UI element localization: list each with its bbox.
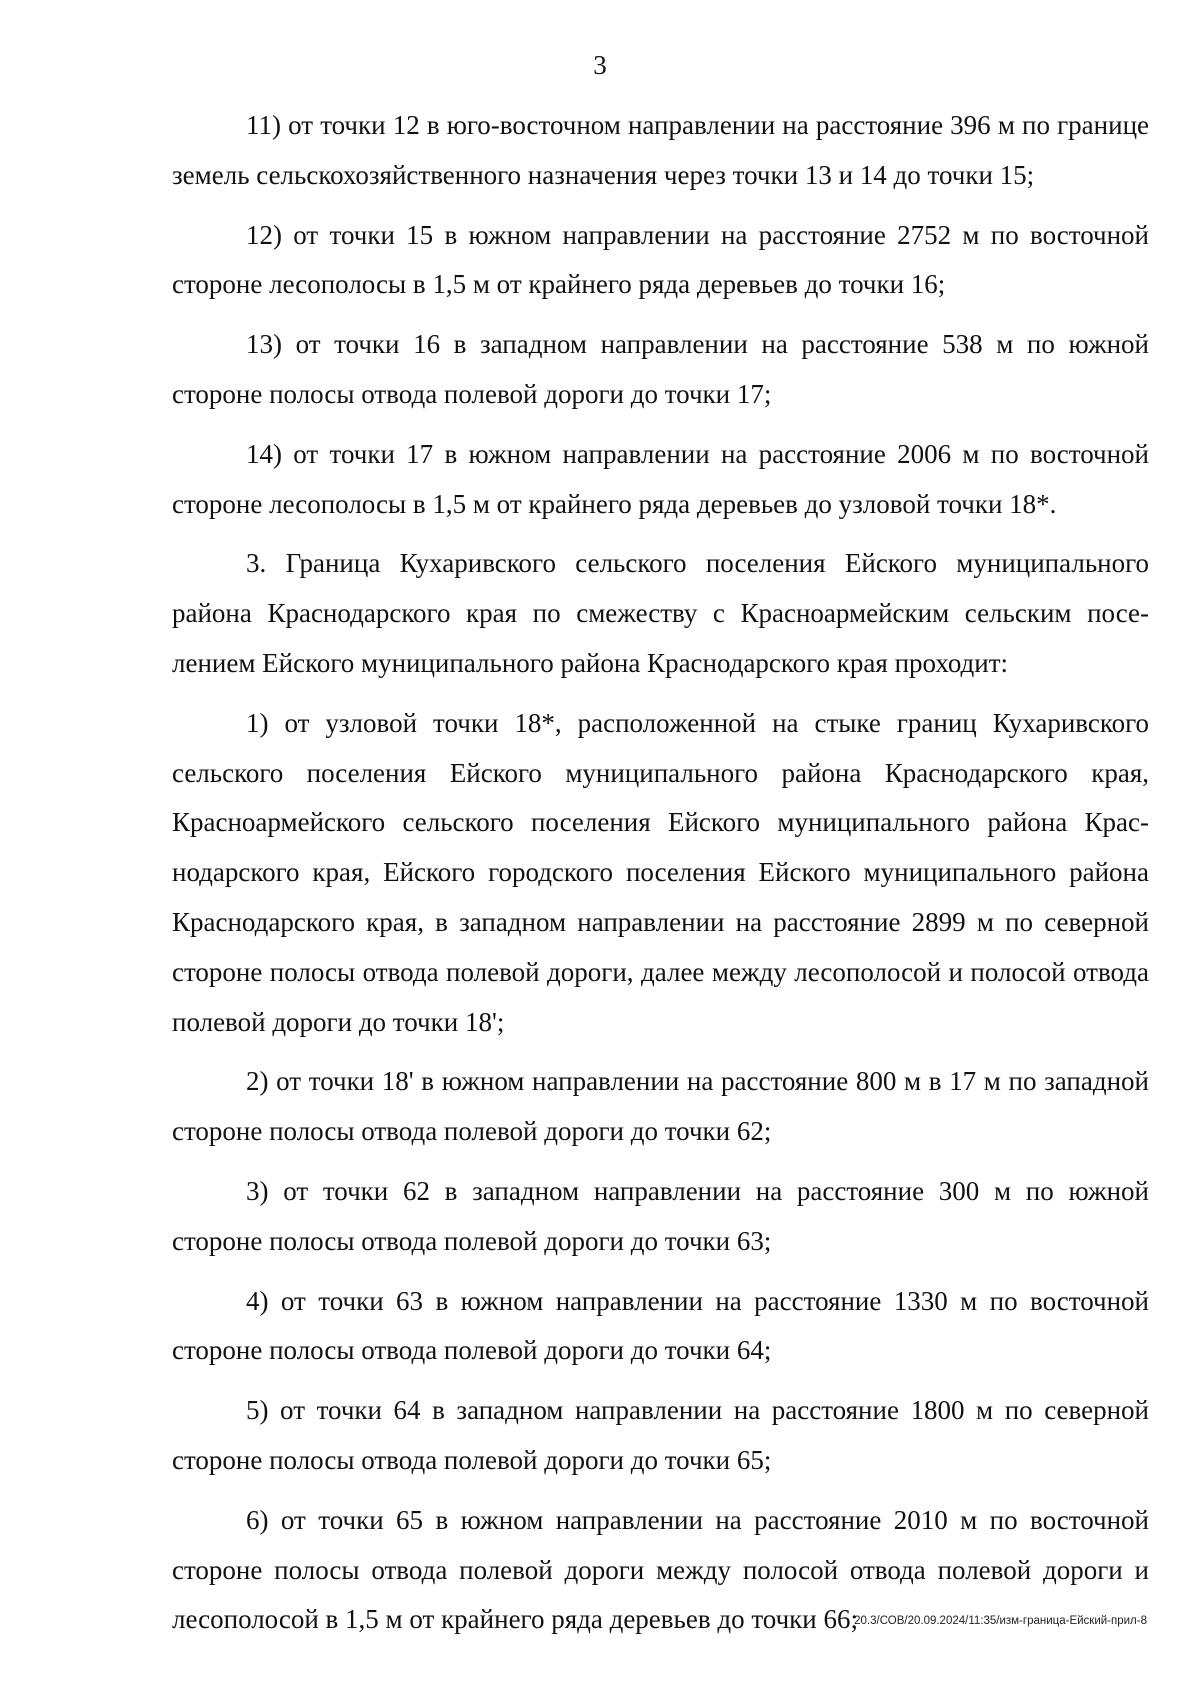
paragraph-item-5: 5) от точки 64 в западном направлении на расстояние 1800 м по северной стороне полосы отвода полевой дороги до точки 65; bbox=[172, 1395, 1149, 1475]
paragraph-item-4: 4) от точки 63 в южном направлении на расстояние 1330 м по восточной стороне полосы отвода полевой дороги до точки 64; bbox=[172, 1285, 1149, 1366]
paragraph-item-3: 3) от точки 62 в западном направлении на расстояние 300 м по южной стороне полосы отвода полевой дороги до точки 63; bbox=[172, 1175, 1149, 1256]
paragraph-item-11: 11) от точки 12 в юго-восточном направлении на расстояние 396 м по границе земель сельскохозяйственного назначения через точки 13 и 14 до точки 15; bbox=[172, 110, 1149, 190]
document-body bbox=[172, 101, 1149, 1655]
document-footer-reference: 20.3/СОВ/20.09.2024/11:35/изм-граница-Ейский-прил-8 bbox=[854, 1615, 1147, 1627]
page-number: 3 bbox=[593, 50, 607, 80]
paragraph-item-12: 12) от точки 15 в южном направлении на расстояние 2752 м по восточной стороне лесополосы в 1,5 м от крайнего ряда деревьев до точки 16; bbox=[172, 219, 1149, 300]
paragraph-item-2: 2) от точки 18' в южном направлении на расстояние 800 м в 17 м по западной стороне полосы отвода полевой дороги до точки 62; bbox=[172, 1066, 1149, 1147]
section-3-heading-paragraph: 3. Граница Кухаривского сельского поселения Ейского муниципального района Краснодарского края по смежеству с Красноармейским сельским поселением Ейского муниципального района Краснодарского края проходит: bbox=[172, 548, 1149, 678]
paragraph-item-6: 6) от точки 65 в южном направлении на расстояние 2010 м по восточной стороне полосы отвода полевой дороги между полосой отвода полевой дороги и лесополосой в 1,5 м от крайнего ряда деревьев до точки 66; bbox=[172, 1504, 1149, 1635]
paragraph-item-13: 13) от точки 16 в западном направлении на расстояние 538 м по южной стороне полосы отвода полевой дороги до точки 17; bbox=[172, 329, 1149, 409]
paragraph-item-1: 1) от узловой точки 18*, расположенной на стыке границ Кухаривского сельского поселения Ейского муниципального района Краснодарского края, Красноармейского сельского поселения Ейского муниципального района Краснодарского края, Ейского городского поселения Ейского муниципального района Краснодарского края, в западном направлении на расстояние 2899 м по северной стороне полосы отвода полевой дороги, далее между лесополосой и полосой отвода полевой дороги до точки 18'; bbox=[172, 707, 1149, 1037]
paragraph-item-14: 14) от точки 17 в южном направлении на расстояние 2006 м по восточной стороне лесополосы в 1,5 м от крайнего ряда деревьев до узловой точки 18*. bbox=[172, 438, 1149, 519]
